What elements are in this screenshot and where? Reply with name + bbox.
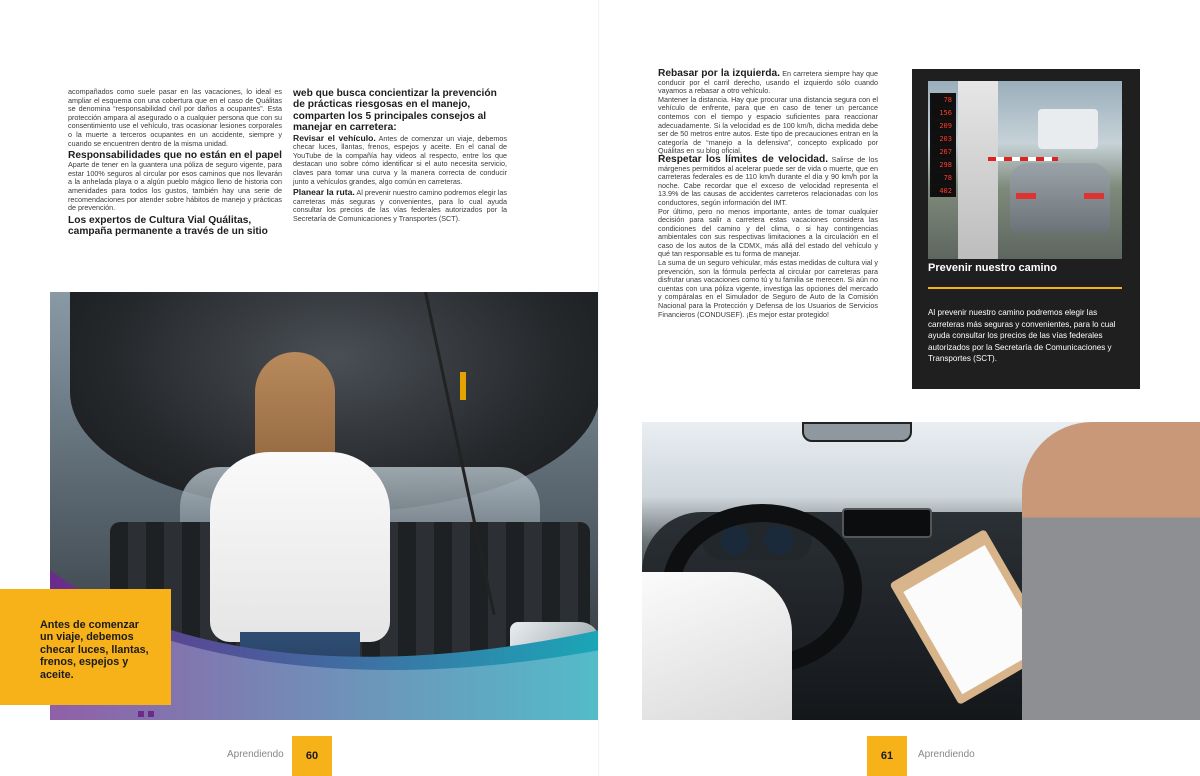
sidebar-box	[912, 69, 1140, 389]
paragraph-final: Por último, pero no menos importante, antes de tomar cualquier decisión para salir a carretera estas vacaciones considera las condiciones del camino y del clima, o si hay contingencias ambientales con sus respectivas limitaciones a la circulación en el caso de los autos de la CDMX, más allá del estado del vehículo y qué tan responsable es tu forma de manejar.	[658, 206, 878, 259]
tip-speed-title: Respetar los límites de velocidad.	[658, 153, 829, 165]
decorative-dots	[138, 704, 158, 722]
right-page	[600, 0, 1200, 776]
truck	[1038, 109, 1098, 149]
left-column-1	[68, 88, 282, 237]
tip-distance: Mantener la distancia. Hay que procurar una distancia segura con el vehículo de enfrente, para que en caso de tener un percance contemos con el tiempo y espacio suficientes para reaccionar adecuadamente. Si la velocidad es de 100 km/h, dicha medida debe ser de 50 metros entre autos. Este tipo de precauciones entran en la categoría de “manejo a la defensiva”, concepto explicado por Quálitas en su blog oficial.	[658, 94, 878, 156]
tip-speed-text: Salirse de los márgenes permitidos al acelerar puede ser de vida o muerte, que en carreteras federales es de 110 km/h durante el día y 90 km/h por la noche. Cabe recordar que el exceso de velocidad representa el 13.9% de las causas de accidentes carreteros relacionadas con los conductores, según información del IMT.	[658, 154, 878, 207]
instructor-figure	[1022, 422, 1200, 720]
left-column-2	[293, 88, 507, 224]
tip-overtake	[658, 70, 878, 96]
sign-value: 156	[932, 108, 954, 119]
sign-value: 209	[932, 121, 954, 132]
hood-rod-tag	[460, 372, 466, 400]
sign-value: 267	[932, 147, 954, 158]
tip-check-vehicle-text: Antes de comenzar un viaje, debemos checar luces, llantas, frenos, espejos y aceite. En el canal de YouTube de la compañía hay videos al respecto, entre los que destacan uno sobre cómo identificar si el auto necesita servicio, claves para tomar una curva y la manera correcta de conducir junto a vehículos grandes, algo común en carreteras.	[293, 133, 508, 186]
footer-section-label: Aprendiendo	[918, 749, 975, 760]
toll-booth	[958, 81, 998, 259]
toll-price-sign	[930, 93, 956, 197]
tip-speed	[658, 153, 878, 208]
page-number: 60	[292, 736, 332, 776]
car-rear	[1010, 163, 1110, 233]
rearview-mirror	[802, 422, 912, 442]
heading-experts: Los expertos de Cultura Vial Quálitas, campaña permanente a través de un sitio	[68, 214, 268, 237]
right-column-1	[658, 70, 878, 319]
paragraph-recommendations: Aparte de tener en la guantera una póliza de seguro vigente, para estar 100% seguros al circular por esos caminos que nos llevarán a la anhelada playa o a algún pueblo mágico lleno de historia con amenidades para todos los gustos, también hay una serie de recomendaciones por atender sobre hábitos de manejo y prácticas de prevención.	[68, 160, 282, 213]
tip-plan-route-text: Al prevenir nuestro camino podremos elegir las carreteras más seguras y convenientes, para lo cual ayuda consultar los precios de las vías federales autorizados por la Secretaría de Comunicaciones y Transportes (SCT).	[293, 188, 507, 223]
box-title: Prevenir nuestro camino	[928, 262, 1057, 274]
tip-check-vehicle	[293, 134, 507, 187]
sign-value: 203	[932, 134, 954, 145]
tip-overtake-title: Rebasar por la izquierda.	[658, 68, 780, 79]
car-taillights	[1016, 193, 1104, 199]
driver-arm	[642, 572, 792, 720]
box-divider	[928, 287, 1122, 289]
toll-barrier	[988, 157, 1058, 161]
paragraph-summary: La suma de un seguro vehicular, más estas medidas de cultura vial y prevención, son la fórmula perfecta al circular por carreteras para disfrutar unas vacaciones como tú y tu familia se merecen. Si aún no cuentas con una póliza vigente, investiga las opciones del mercado y compáralas en el Simulador de Seguro de Auto de la Comisión Nacional para la Protección y Defensa de los Usuarios de Servicios Financieros (CONDUSEF). ¡Es mejor estar protegido!	[658, 258, 878, 319]
heading-tips-intro: web que busca concientizar la prevención de prácticas riesgosas en el manejo, comparten los 5 principales consejos al manejar en carretera:	[293, 88, 497, 134]
tip-plan-route-title: Planear la ruta.	[293, 187, 355, 198]
page-number: 61	[867, 736, 907, 776]
sign-value: 402	[932, 186, 954, 197]
pull-quote: Antes de comenzar un viaje, debemos checar luces, llantas, frenos, espejos y aceite.	[0, 589, 171, 705]
tip-overtake-text: En carretera siempre hay que conducir por el carril derecho, usando el izquierdo sólo cuando vayamos a rebasar a otro vehículo.	[658, 69, 878, 96]
paragraph-occupants: acompañados como suele pasar en las vacaciones, lo ideal es ampliar el esquema con una cobertura que en el caso de Quálitas se denomina “responsabilidad civil por daños a ocupantes”. Esta protección ampara al asegurado o a cualquier persona que con su consentimiento use el vehículo, tras ocasionar lesiones corporales o la muerte a terceros ocupantes en un accidente, siempre y cuando se encuentren dentro de la misma unidad.	[68, 87, 282, 148]
tip-check-vehicle-title: Revisar el vehículo.	[293, 132, 376, 143]
footer-section-label: Aprendiendo	[227, 749, 284, 760]
photo-driving-lesson	[642, 422, 1200, 720]
photo-toll-booth	[928, 81, 1122, 259]
infotainment-screen	[842, 508, 932, 538]
sign-value: 298	[932, 160, 954, 171]
box-text: Al prevenir nuestro camino podremos elegir las carreteras más seguras y convenientes, para lo cual ayuda consultar los precios de las vías federales autorizados por la Secretaría de Comunicaciones y Transportes (SCT).	[928, 308, 1116, 364]
heading-responsibilities: Responsabilidades que no están en el papel	[68, 150, 282, 162]
sign-value: 78	[932, 95, 954, 106]
tip-plan-route	[293, 188, 507, 223]
sign-value: 78	[932, 173, 954, 184]
